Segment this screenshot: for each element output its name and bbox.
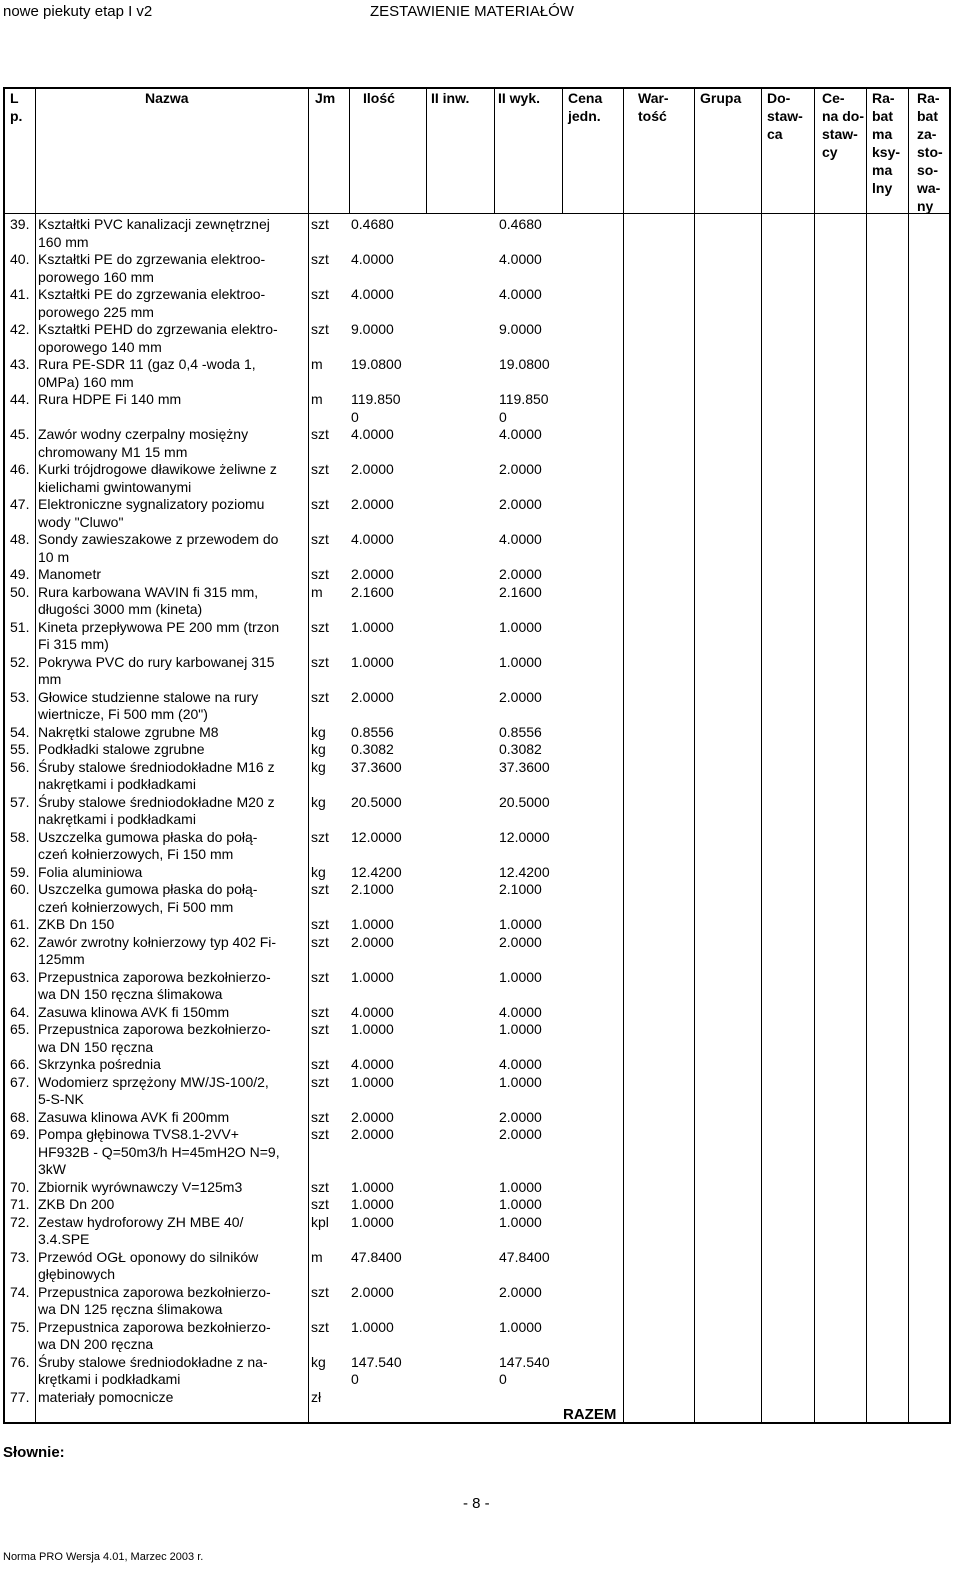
table-cell-nazwa: Śruby stalowe średniodokładne M20 z nakrętkami i podkładkami [38,793,275,827]
column-divider [35,89,36,1422]
table-cell-jm: kpl [311,1213,329,1230]
table-cell-lp: 68. [10,1108,30,1125]
table-cell-ilosc: 12.4200 [351,863,402,880]
table-cell-lp: 75. [10,1318,30,1335]
table-cell-lp: 73. [10,1248,30,1265]
column-header-ii-wyk: II wyk. [498,90,541,106]
table-cell-ilosc: 47.8400 [351,1248,402,1265]
table-cell-nazwa: Zawór zwrotny kołnierzowy typ 402 Fi- 125mm [38,933,277,967]
table-cell-nazwa: Przewód OGŁ oponowy do silników głębinowych [38,1248,259,1282]
table-cell-ilosc: 1.0000 [351,653,394,670]
table-cell-ii-wyk: 0.4680 [499,216,542,232]
table-cell-ii-wyk: 1.0000 [499,1073,542,1090]
column-divider [694,89,695,1422]
table-cell-nazwa: Śruby stalowe średniodokładne M16 z nakrętkami i podkładkami [38,758,275,792]
table-cell-ii-wyk: 1.0000 [499,1178,542,1195]
table-cell-jm: szt [311,1003,329,1020]
table-cell-nazwa: Zestaw hydroforowy ZH MBE 40/ 3.4.SPE [38,1213,244,1247]
table-cell-nazwa: Rura karbowana WAVIN fi 315 mm, długości 3000 mm (kineta) [38,583,259,617]
table-cell-ilosc: 12.0000 [351,828,402,845]
table-cell-lp: 51. [10,618,30,635]
table-cell-nazwa: Zasuwa klinowa AVK fi 150mm [38,1003,230,1020]
table-cell-ii-wyk: 2.0000 [499,1108,542,1125]
table-cell-ilosc: 1.0000 [351,1073,394,1090]
table-cell-lp: 74. [10,1283,30,1300]
table-cell-nazwa: Kształtki PE do zgrzewania elektroo- porowego 160 mm [38,251,266,285]
table-cell-nazwa: Kształtki PVC kanalizacji zewnętrznej 160 mm [38,216,270,250]
column-divider [308,89,309,1422]
table-cell-ii-wyk: 0.3082 [499,741,542,757]
table-cell-jm: szt [311,1196,329,1212]
table-cell-ii-wyk: 1.0000 [499,618,542,635]
table-cell-ilosc: 1.0000 [351,618,394,635]
table-cell-ii-wyk: 0.8556 [499,723,542,740]
column-header-nazwa: Nazwa [145,90,189,106]
table-cell-ii-wyk: 1.0000 [499,653,542,670]
table-cell-ii-wyk: 1.0000 [499,1021,542,1037]
column-divider [908,89,909,1422]
totals-label: RAZEM [563,1406,617,1423]
table-cell-lp: 42. [10,321,30,337]
table-cell-ii-wyk: 147.540 0 [499,1353,550,1387]
table-cell-ilosc: 147.540 0 [351,1353,402,1387]
table-cell-ilosc: 1.0000 [351,968,394,985]
column-header-ii-inw: II inw. [431,90,470,106]
table-cell-lp: 50. [10,583,30,600]
table-cell-lp: 62. [10,933,30,950]
table-cell-ii-wyk: 1.0000 [499,1318,542,1335]
table-cell-lp: 65. [10,1021,30,1037]
table-cell-ii-wyk: 37.3600 [499,758,550,775]
table-cell-jm: szt [311,1073,329,1090]
table-cell-ilosc: 19.0800 [351,356,402,372]
table-cell-ii-wyk: 1.0000 [499,916,542,932]
table-cell-ilosc: 2.0000 [351,1283,394,1300]
table-cell-nazwa: Przepustnica zaporowa bezkołnierzo- wa DN 125 ręczna ślimakowa [38,1283,271,1317]
table-cell-lp: 56. [10,758,30,775]
table-cell-jm: szt [311,321,329,337]
table-cell-jm: szt [311,1283,329,1300]
table-cell-jm: szt [311,653,329,670]
table-cell-ilosc: 2.0000 [351,496,394,512]
table-cell-ilosc: 2.0000 [351,1108,394,1125]
table-cell-lp: 60. [10,881,30,897]
table-cell-lp: 72. [10,1213,30,1230]
column-header-lp: L p. [10,90,23,124]
table-cell-jm: szt [311,531,329,547]
table-cell-ilosc: 0.8556 [351,723,394,740]
table-cell-lp: 46. [10,461,30,477]
table-cell-ilosc: 119.850 0 [351,391,401,425]
table-cell-nazwa: Podkładki stalowe zgrubne [38,741,205,757]
table-cell-ilosc: 2.0000 [351,688,394,705]
table-cell-nazwa: Zasuwa klinowa AVK fi 200mm [38,1108,230,1125]
table-cell-jm: szt [311,1108,329,1125]
table-cell-jm: szt [311,828,329,845]
table-cell-jm: kg [311,741,326,757]
table-cell-nazwa: ZKB Dn 200 [38,1196,115,1212]
table-cell-lp: 61. [10,916,30,932]
table-cell-ilosc: 2.0000 [351,461,394,477]
table-cell-ilosc: 37.3600 [351,758,402,775]
table-cell-lp: 59. [10,863,30,880]
column-header-rabat-max: Ra- bat ma ksy- ma lny [872,90,901,196]
table-cell-jm: szt [311,426,329,442]
column-divider [623,89,624,1422]
table-cell-ilosc: 2.0000 [351,1126,394,1142]
table-cell-jm: m [311,583,323,600]
table-cell-nazwa: Zawór wodny czerpalny mosiężny chromowany M1 15 mm [38,426,249,460]
column-header-cena: Cena jedn. [568,90,603,124]
column-divider [761,89,762,1422]
table-cell-ii-wyk: 4.0000 [499,1003,542,1020]
table-cell-ii-wyk: 12.4200 [499,863,550,880]
table-cell-lp: 69. [10,1126,30,1142]
table-cell-nazwa: Przepustnica zaporowa bezkołnierzo- wa DN 150 ręczna ślimakowa [38,968,271,1002]
table-cell-ii-wyk: 47.8400 [499,1248,550,1265]
table-cell-nazwa: Nakrętki stalowe zgrubne M8 [38,723,219,740]
table-cell-jm: m [311,391,323,407]
table-cell-lp: 71. [10,1196,30,1212]
table-cell-ii-wyk: 2.0000 [499,933,542,950]
table-cell-jm: kg [311,758,326,775]
column-header-rabat-zast: Ra- bat za- sto- so- wa- ny [917,90,943,214]
table-cell-nazwa: Kształtki PE do zgrzewania elektroo- porowego 225 mm [38,286,266,320]
table-cell-lp: 43. [10,356,30,372]
table-cell-nazwa: Kurki trójdrogowe dławikowe żeliwne z kielichami gwintowanymi [38,461,277,495]
amount-in-words-label: Słownie: [3,1444,65,1461]
table-cell-ilosc: 1.0000 [351,1213,394,1230]
table-cell-ilosc: 2.1600 [351,583,394,600]
table-cell-ilosc: 0.4680 [351,216,394,232]
materials-table [3,87,951,1424]
table-cell-jm: zł [311,1388,322,1405]
table-cell-lp: 57. [10,793,30,810]
table-cell-jm: szt [311,216,329,232]
table-cell-ilosc: 4.0000 [351,251,394,267]
table-cell-ii-wyk: 2.1000 [499,881,542,897]
table-cell-nazwa: Pokrywa PVC do rury karbowanej 315 mm [38,653,275,687]
table-cell-jm: szt [311,566,329,582]
table-cell-ilosc: 1.0000 [351,1178,394,1195]
table-cell-lp: 66. [10,1056,30,1072]
table-cell-lp: 40. [10,251,30,267]
column-divider [814,89,815,1422]
table-cell-ii-wyk: 2.0000 [499,1126,542,1142]
table-cell-ilosc: 9.0000 [351,321,394,337]
document-header-title: ZESTAWIENIE MATERIAŁÓW [370,3,574,20]
table-cell-ii-wyk: 4.0000 [499,426,542,442]
table-cell-jm: szt [311,286,329,302]
table-cell-lp: 53. [10,688,30,705]
software-footer: Norma PRO Wersja 4.01, Marzec 2003 r. [3,1551,204,1563]
table-cell-lp: 48. [10,531,30,547]
table-cell-jm: szt [311,933,329,950]
table-cell-lp: 41. [10,286,30,302]
table-cell-nazwa: ZKB Dn 150 [38,916,115,932]
table-cell-lp: 58. [10,828,30,845]
table-cell-jm: kg [311,793,326,810]
table-cell-jm: kg [311,1353,326,1370]
column-header-dostawca: Do- staw- ca [767,90,803,142]
table-cell-ii-wyk: 2.0000 [499,566,542,582]
table-cell-nazwa: Przepustnica zaporowa bezkołnierzo- wa DN 200 ręczna [38,1318,271,1352]
table-cell-ilosc: 20.5000 [351,793,402,810]
table-cell-ii-wyk: 2.0000 [499,688,542,705]
table-cell-lp: 64. [10,1003,30,1020]
table-cell-lp: 45. [10,426,30,442]
table-cell-ilosc: 4.0000 [351,531,394,547]
table-cell-jm: szt [311,618,329,635]
table-cell-ii-wyk: 9.0000 [499,321,542,337]
table-cell-ilosc: 1.0000 [351,916,394,932]
table-cell-ii-wyk: 1.0000 [499,1196,542,1212]
table-cell-jm: szt [311,251,329,267]
column-divider [349,89,350,213]
table-cell-jm: szt [311,1056,329,1072]
table-cell-ilosc: 4.0000 [351,1056,394,1072]
table-cell-jm: szt [311,916,329,932]
table-cell-lp: 52. [10,653,30,670]
table-cell-jm: szt [311,461,329,477]
table-cell-lp: 49. [10,566,30,582]
table-cell-nazwa: Rura HDPE Fi 140 mm [38,391,182,407]
table-cell-jm: kg [311,863,326,880]
table-cell-ilosc: 2.0000 [351,566,394,582]
column-header-wartosc: War- tość [638,90,669,124]
table-cell-nazwa: Uszczelka gumowa płaska do połą- czeń kołnierzowych, Fi 150 mm [38,828,258,862]
table-cell-ilosc: 0.3082 [351,741,394,757]
table-cell-lp: 55. [10,741,30,757]
table-cell-ii-wyk: 2.0000 [499,1283,542,1300]
table-cell-nazwa: Przepustnica zaporowa bezkołnierzo- wa DN 150 ręczna [38,1021,271,1055]
table-cell-ilosc: 1.0000 [351,1318,394,1335]
table-cell-ii-wyk: 2.0000 [499,461,542,477]
table-cell-ilosc: 4.0000 [351,1003,394,1020]
table-cell-ii-wyk: 1.0000 [499,1213,542,1230]
table-cell-jm: szt [311,496,329,512]
table-cell-nazwa: Kształtki PEHD do zgrzewania elektro- oporowego 140 mm [38,321,278,355]
column-divider [562,89,563,213]
table-cell-ii-wyk: 12.0000 [499,828,550,845]
table-cell-lp: 67. [10,1073,30,1090]
table-cell-ilosc: 2.1000 [351,881,394,897]
column-divider [426,89,427,213]
table-cell-nazwa: Sondy zawieszakowe z przewodem do 10 m [38,531,279,565]
table-cell-nazwa: Uszczelka gumowa płaska do połą- czeń kołnierzowych, Fi 500 mm [38,881,258,915]
table-cell-nazwa: Śruby stalowe średniodokładne z na- krętkami i podkładkami [38,1353,268,1387]
column-header-grupa: Grupa [700,90,742,106]
table-cell-jm: szt [311,881,329,897]
table-cell-lp: 77. [10,1388,30,1405]
table-cell-nazwa: Wodomierz sprzężony MW/JS-100/2, 5-S-NK [38,1073,269,1107]
table-cell-nazwa: Elektroniczne sygnalizatory poziomu wody "Cluwo" [38,496,265,530]
table-cell-jm: szt [311,1126,329,1142]
table-cell-ii-wyk: 4.0000 [499,531,542,547]
column-divider [866,89,867,1422]
table-cell-lp: 47. [10,496,30,512]
column-divider [494,89,495,213]
table-cell-ii-wyk: 2.0000 [499,496,542,512]
table-cell-nazwa: Głowice studzienne stalowe na rury wiertnicze, Fi 500 mm (20") [38,688,259,722]
table-cell-jm: m [311,1248,323,1265]
header-separator [5,213,949,214]
table-cell-nazwa: Folia aluminiowa [38,863,143,880]
table-cell-ilosc: 2.0000 [351,933,394,950]
table-cell-ii-wyk: 4.0000 [499,286,542,302]
table-cell-jm: szt [311,968,329,985]
table-cell-ii-wyk: 1.0000 [499,968,542,985]
table-cell-nazwa: Kineta przepływowa PE 200 mm (trzon Fi 315 mm) [38,618,280,652]
table-cell-lp: 70. [10,1178,30,1195]
table-cell-nazwa: Skrzynka pośrednia [38,1056,161,1072]
column-header-ilosc: Ilość [363,90,395,106]
table-cell-ii-wyk: 19.0800 [499,356,550,372]
table-cell-ilosc: 1.0000 [351,1021,394,1037]
table-cell-jm: szt [311,1178,329,1195]
table-cell-nazwa: Zbiornik wyrównawczy V=125m3 [38,1178,243,1195]
column-header-jm: Jm [315,90,336,106]
page-number: - 8 - [463,1495,490,1512]
table-cell-lp: 63. [10,968,30,985]
table-cell-ii-wyk: 20.5000 [499,793,550,810]
document-header-left: nowe piekuty etap I v2 [3,3,153,20]
table-cell-ii-wyk: 4.0000 [499,1056,542,1072]
column-header-cena-dostawcy: Ce- na do- staw- cy [822,90,864,160]
table-cell-jm: kg [311,723,326,740]
table-cell-nazwa: Manometr [38,566,102,582]
table-cell-jm: m [311,356,323,372]
table-cell-lp: 76. [10,1353,30,1370]
table-cell-ilosc: 4.0000 [351,286,394,302]
table-cell-ilosc: 4.0000 [351,426,394,442]
table-cell-ii-wyk: 119.850 0 [499,391,549,425]
table-cell-jm: szt [311,688,329,705]
table-cell-jm: szt [311,1021,329,1037]
table-cell-ii-wyk: 4.0000 [499,251,542,267]
table-cell-jm: szt [311,1318,329,1335]
table-cell-lp: 54. [10,723,30,740]
table-cell-ii-wyk: 2.1600 [499,583,542,600]
table-cell-nazwa: materiały pomocnicze [38,1388,174,1405]
table-cell-ilosc: 1.0000 [351,1196,394,1212]
table-cell-nazwa: Pompa głębinowa TVS8.1-2VV+ HF932B - Q=50m3/h H=45mH2O N=9, 3kW [38,1126,280,1177]
table-cell-lp: 44. [10,391,30,407]
table-cell-lp: 39. [10,216,30,232]
table-cell-nazwa: Rura PE-SDR 11 (gaz 0,4 -woda 1, 0MPa) 160 mm [38,356,256,390]
